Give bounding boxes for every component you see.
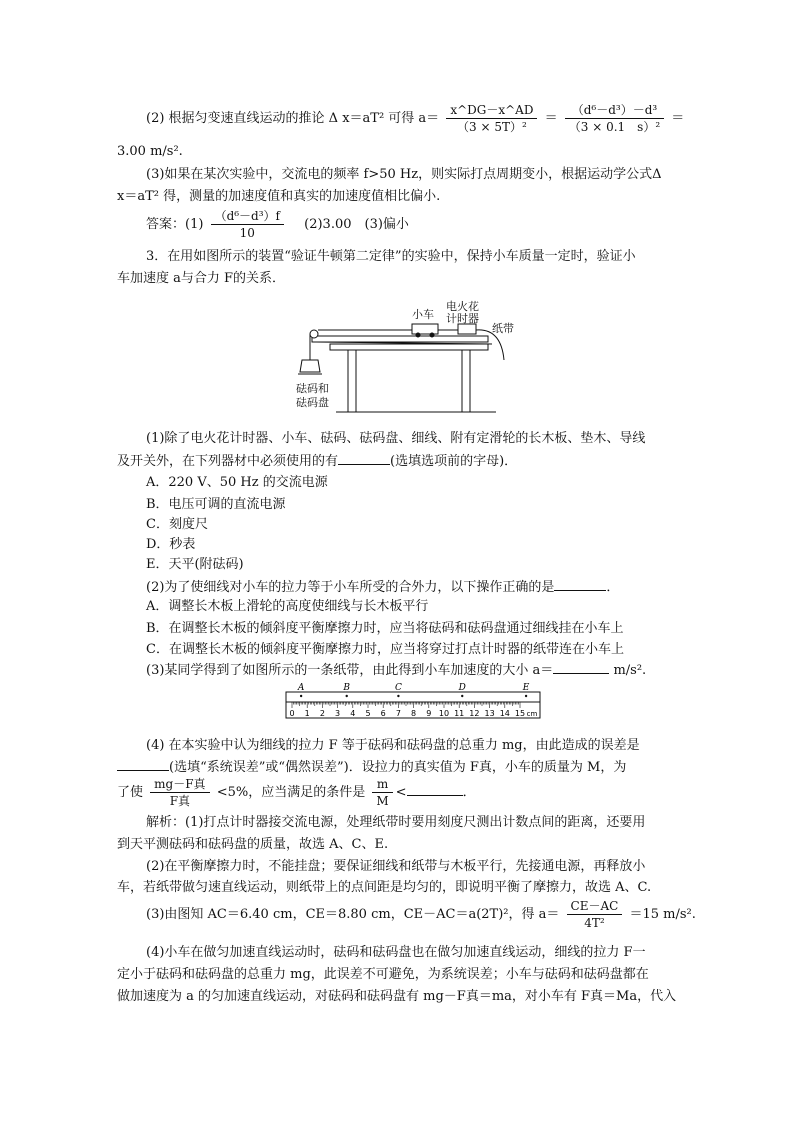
text-segment: (2)为了使细线对小车的拉力等于小车所受的合外力，以下操作正确的是: [146, 580, 555, 595]
denominator: 10: [239, 226, 255, 240]
text-line: (3)如果在某次实验中，交流电的频率 f>50 Hz，则实际打点周期变小，根据运动学公式Δ: [146, 167, 662, 182]
text-line: (1)除了电火花计时器、小车、砝码、砝码盘、细线、附有定滑轮的长木板、垫木、导线: [146, 431, 646, 446]
ruler-tick-label: 6: [380, 709, 386, 718]
text-line: (4) 在本实验中认为细线的拉力 F 等于砝码和砝码盘的总重力 mg，由此造成的误差是: [146, 738, 640, 753]
ruler-tick-label: 3: [335, 709, 341, 718]
weight-label-2: 砝码盘: [296, 396, 329, 409]
text-line: 解析：(1)打点计时器接交流电源，处理纸带时要用刻度尺测出计数点间的距离，还要用: [146, 815, 646, 830]
weight-label-1: 砝码和: [296, 382, 329, 395]
denominator: 4T²: [584, 916, 605, 930]
numerator: CE－AC: [567, 898, 623, 915]
tape-point-label: B: [343, 683, 351, 693]
answer-line: [146, 208, 409, 241]
ruler-tick-label: 11: [454, 709, 465, 718]
tape-point-label: D: [458, 683, 466, 693]
answer-blank: [553, 661, 609, 674]
solution-3-line: [146, 898, 696, 931]
apparatus-figure: [296, 300, 516, 415]
numerator: （d⁶－d³）－d³: [565, 102, 664, 119]
question-4-line: [117, 758, 626, 777]
denominator: （3 × 0.1 s）²: [568, 120, 661, 134]
tape-point-label: E: [522, 683, 530, 693]
answer-blank: [338, 452, 390, 465]
ruler-tick-label: 12: [469, 709, 480, 718]
numerator: mg－F真: [150, 776, 209, 793]
text-segment: m/s².: [609, 663, 647, 678]
text-segment: 及开关外，在下列器材中必须使用的有: [117, 454, 339, 469]
text-segment: (选填“系统误差”或“偶然误差”)．设拉力的真实值为 F真，小车的质量为 M，为: [169, 760, 627, 775]
text-segment: (2)3.00 (3)偏小: [291, 217, 409, 232]
ruler-tick-label: 5: [365, 709, 371, 718]
ruler-tick-label: 4: [350, 709, 356, 718]
text-segment: ．: [462, 785, 476, 800]
ruler-drawing: [284, 682, 544, 722]
text-segment: (3)某同学得到了如图所示的一条纸带，由此得到小车加速度的大小 a＝: [146, 663, 554, 678]
text-line: 做加速度为 a 的匀加速直线运动，对砝码和砝码盘有 mg－F真＝ma，对小车有 F真＝Ma，代入: [117, 989, 677, 1004]
text-line: 车加速度 a与合力 F的关系．: [117, 271, 286, 286]
option-a: A．220 V、50 Hz 的交流电源: [146, 475, 328, 490]
text-line: x＝aT² 得，测量的加速度值和真实的加速度值相比偏小.: [117, 189, 441, 204]
text-line: (2)在平衡摩擦力时，不能挂盘；要保证细线和纸带与木板平行，先接通电源，再释放小: [146, 859, 646, 874]
tape-point: [525, 695, 527, 697]
answer-blank: [554, 578, 606, 591]
ruler-tick-label: 14: [499, 709, 510, 718]
option-c: C．刻度尺: [146, 517, 208, 532]
denominator: F真: [169, 794, 191, 808]
fraction: [372, 776, 392, 809]
text-segment: (2) 根据匀变速直线运动的推论 Δ x＝aT² 可得 a＝: [146, 111, 440, 126]
text-segment: 了使: [117, 785, 144, 800]
ruler-tick-label: 9: [426, 709, 432, 718]
solution-2-line: [146, 102, 684, 135]
ruler-tick-label: 7: [395, 709, 401, 718]
text-segment: <5%，应当满足的条件是: [216, 785, 366, 800]
fraction: [211, 208, 284, 241]
ruler-tick-label: 13: [484, 709, 495, 718]
text-segment: 答案：(1): [146, 217, 204, 232]
ruler-unit-label: cm: [526, 710, 538, 718]
ruler-figure: [284, 682, 544, 722]
apparatus-drawing: [296, 300, 516, 415]
answer-blank: [407, 783, 463, 796]
question-3-line: [146, 661, 646, 680]
ruler-tick-label: 8: [411, 709, 417, 718]
text-line: (4)小车在做匀加速直线运动时，砝码和砝码盘也在做匀加速直线运动，细线的拉力 F一: [146, 945, 646, 960]
fraction: [567, 898, 623, 931]
text-line: 定小于砝码和砝码盘的总重力 mg，此误差不可避免，为系统误差；小车与砝码和砝码盘都在: [117, 967, 649, 982]
tape-point-label: C: [394, 683, 402, 693]
denominator: （3 × 5T）²: [457, 120, 527, 134]
tape-point-label: A: [297, 683, 305, 693]
text-segment: (3)由图知 AC＝6.40 cm，CE＝8.80 cm，CE－AC＝a(2T)²，得 a＝: [146, 907, 560, 922]
option-b: B．电压可调的直流电源: [146, 497, 286, 512]
ruler-tick-label: 15: [514, 709, 526, 718]
question-3-title: 3．在用如图所示的装置“验证牛顿第二定律”的实验中，保持小车质量一定时，验证小: [146, 249, 636, 264]
fraction: [565, 102, 664, 135]
car-label: 小车: [412, 308, 434, 321]
tape-point: [346, 695, 348, 697]
question-1-line: [117, 452, 517, 471]
option-e: E．天平(附砝码): [146, 557, 244, 572]
text-segment: ．: [606, 580, 620, 595]
text-line: 车，若纸带做匀速直线运动，则纸带上的点间距是均匀的，即说明平衡了摩擦力，故选 A、C.: [117, 880, 652, 895]
answer-blank: [117, 758, 169, 771]
question-4-condition: [117, 776, 476, 809]
tape-point: [461, 695, 463, 697]
text-segment: ＝: [544, 111, 558, 126]
timer-label-1: 电火花: [446, 300, 479, 313]
text-segment: ＝15 m/s².: [629, 907, 696, 922]
denominator: M: [376, 794, 389, 808]
tape-point: [300, 695, 302, 697]
numerator: m: [372, 776, 392, 793]
numerator: （d⁶－d³）f: [211, 208, 284, 225]
ruler-tick-label: 0: [289, 709, 295, 718]
text-segment: (选填选项前的字母)．: [390, 454, 518, 469]
ruler-tick-label: 1: [304, 709, 310, 718]
option-b: B．在调整长木板的倾斜度平衡摩擦力时，应当将砝码和砝码盘通过细线挂在小车上: [146, 621, 624, 636]
text-line: 3.00 m/s².: [117, 144, 183, 159]
option-a: A．调整长木板上滑轮的高度使细线与长木板平行: [146, 599, 429, 614]
tape-label: 纸带: [492, 322, 514, 335]
tape-point: [397, 695, 399, 697]
text-line: 到天平测砝码和砝码盘的质量，故选 A、C、E.: [117, 837, 389, 852]
timer-label-2: 计时器: [446, 312, 479, 325]
ruler-tick-label: 10: [438, 709, 450, 718]
fraction: [446, 102, 537, 135]
numerator: x^DG－x^AD: [446, 102, 537, 119]
option-d: D．秒表: [146, 537, 196, 552]
ruler-tick-label: 2: [319, 709, 325, 718]
option-c: C．在调整长木板的倾斜度平衡摩擦力时，应当将穿过打点计时器的纸带连在小车上: [146, 642, 624, 657]
text-segment: ＝: [671, 111, 685, 126]
fraction: [150, 776, 209, 809]
text-segment: <: [395, 785, 407, 800]
question-2-line: [146, 578, 619, 597]
